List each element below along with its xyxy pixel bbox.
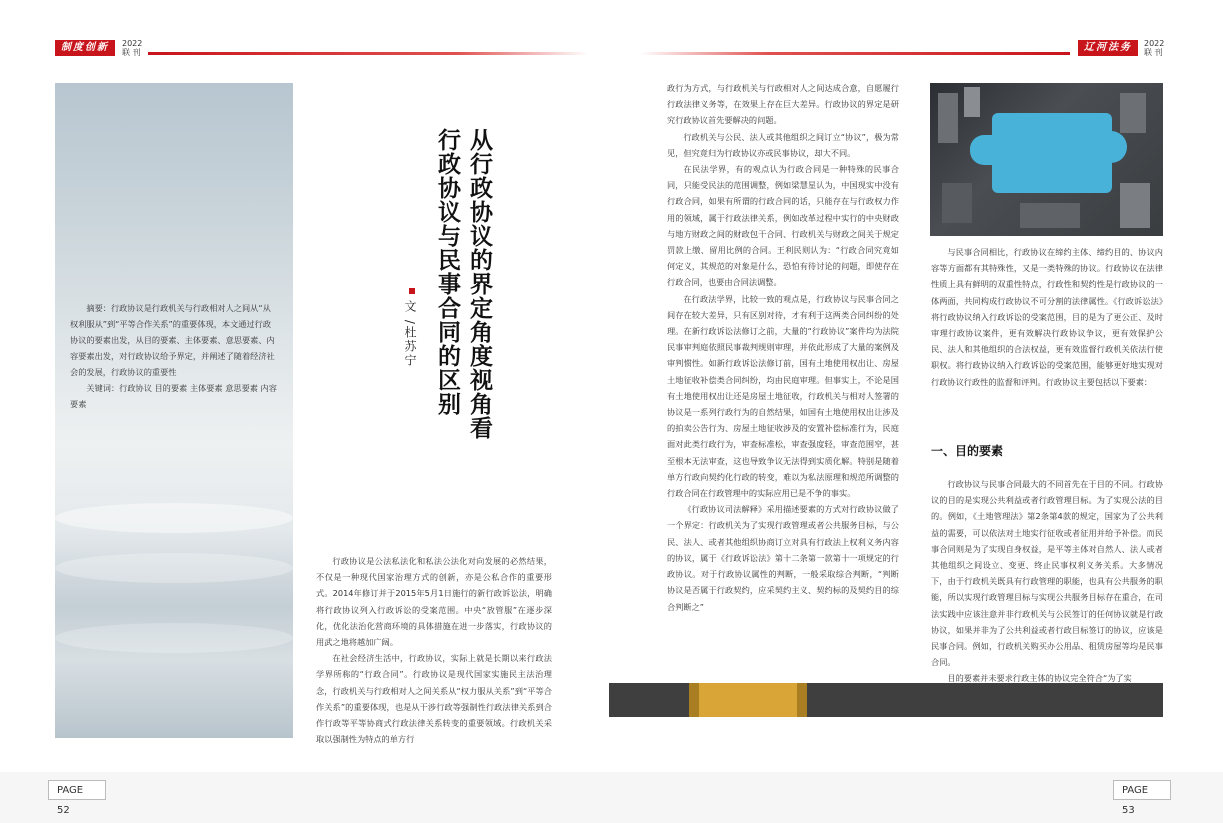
puzzle-piece-shape bbox=[970, 135, 1010, 165]
footer-strip bbox=[0, 772, 1223, 823]
left-header-issue bbox=[122, 39, 142, 57]
paragraph: 与民事合同相比，行政协议在缔约主体、缔约目的、协议内容等方面都有其特殊性，又是一类特殊的协议。行政协议在法律性质上具有鲜明的双重性特点，行政性和契约性是行政协议的一体两面，共同构成行政协议不可分割的法律属性。《行政诉讼法》将行政协议纳入行政诉讼的受案范围，目的是为了更公正、及时审理行政协议案件，更有效解决行政协议争议，更有效保护公民、法人和其他组织的合法权益，更有效监督行政机关依法行使职权。将行政协议纳入行政诉讼的受案范围，能够更好地实现对行政协议行政性的监督和评判。行政协议主要包括以下要素： bbox=[931, 247, 1163, 387]
left-body-column bbox=[316, 553, 552, 748]
building-shape bbox=[1120, 183, 1150, 228]
article-subtitle: 行政协议与民事合同的区别 bbox=[434, 128, 460, 416]
section-heading: 一、目的要素 bbox=[931, 444, 1004, 458]
paragraph: 行政机关与公民、法人或其他组织之间订立“协议”，极为常见，但究竟归为行政协议亦或民事协议，却大不同。 bbox=[667, 131, 899, 158]
gold-accent-edge bbox=[689, 683, 699, 717]
paragraph: 目的要素并未要求行政主体的协议完全符合“为了实 bbox=[947, 673, 1132, 684]
left-page-number: PAGE 52 bbox=[48, 780, 106, 800]
right-column-2-top bbox=[931, 244, 1163, 434]
left-header-badge: 制度创新 bbox=[55, 40, 115, 56]
city-puzzle-photo bbox=[930, 83, 1163, 236]
left-header-rule bbox=[148, 52, 588, 55]
paragraph: 行政协议与民事合同最大的不同首先在于目的不同。行政协议的目的是实现公共利益或者行政管理目标。为了实现公法的目的。例如，《土地管理法》第2条第4款的规定，国家为了公共利益的需要，可以依法对土地实行征收或者征用并给予补偿。而民事合同则是为了实现自身权益，是平等主体对自然人、法人或者其他组织之间设立、变更、终止民事权利义务关系。大多情况下，由于行政机关既具有行政管理的职能，也具有公共服务的职能，所以实现行政管理目标与实现公共服务目标存在重合，在司法实践中应该注意并非行政机关与公民签订的任何协议就是行政协议，如果并非为了公共利益或者行政目标签订的协议，应该是民事合同。例如，行政机关购买办公用品、租赁房屋等均是民事合同。 bbox=[931, 479, 1163, 668]
right-header-issue bbox=[1144, 39, 1164, 57]
article-title: 从行政协议的界定角度视角看 bbox=[466, 128, 492, 440]
building-shape bbox=[964, 87, 980, 117]
wave-highlight bbox=[55, 503, 293, 533]
left-header-year: 2022 bbox=[122, 39, 143, 48]
abstract-text: 摘要：行政协议是行政机关与行政相对人之间从“从权利服从”到“平等合作关系”的重要体现，本文通过行政协议的要素出发，从目的要素、主体要素、意思要素、内容要素出发，对行政协议给予界定，并阐述了随着经济社会的发展，行政协议的重要性 bbox=[70, 303, 275, 377]
keywords-text: 关键词：行政协议 目的要素 主体要素 意思要素 内容要素 bbox=[70, 383, 277, 409]
article-title-block bbox=[420, 128, 500, 518]
right-header-year: 2022 bbox=[1144, 39, 1165, 48]
paragraph: 《行政协议司法解释》采用描述要素的方式对行政协议做了一个界定：行政机关为了实现行政管理或者公共服务目标，与公民、法人、或者其他组织协商订立对具有行政法上权利义务内容的协议，属于《行政诉讼法》第十二条第一款第十一项规定的行政协议。对于行政协议属性的判断，一般采取综合判断，“判断协议是否属于行政契约，应采契约主义、契约标的及契约目的综合判断之” bbox=[667, 504, 899, 612]
decorative-bottom-bar bbox=[609, 683, 1163, 717]
gold-accent-block bbox=[689, 683, 807, 717]
right-header-badge: 辽河法务 bbox=[1078, 40, 1138, 56]
paragraph: 政行为方式，与行政机关与行政相对人之间达成合意，自愿履行行政法律义务等，在效果上存在巨大差异。行政协议的界定是研究行政协议首先要解决的问题。 bbox=[667, 83, 899, 126]
paragraph: 在社会经济生活中，行政协议，实际上就是长期以来行政法学界所称的“行政合同”。行政协议是现代国家实施民主法治理念，行政机关与行政相对人之间关系从“权力服从关系”到“平等合作关系”的重要体现，也是从干涉行政等强制性行政法律关系到合作行政等平等协商式行政法律关系转变的重要领域。行政机关采取以强制性为特点的单方行 bbox=[316, 653, 552, 745]
right-column-1 bbox=[667, 80, 899, 680]
author-block bbox=[402, 288, 422, 368]
puzzle-piece-shape bbox=[1095, 131, 1127, 163]
gold-accent-edge bbox=[797, 683, 807, 717]
building-shape bbox=[938, 93, 958, 143]
wave-highlight bbox=[55, 553, 293, 583]
building-shape bbox=[942, 183, 972, 223]
left-header-issue-label: 联 刊 bbox=[122, 48, 141, 57]
right-page-number: PAGE 53 bbox=[1113, 780, 1171, 800]
building-shape bbox=[1120, 93, 1146, 133]
puzzle-piece-shape bbox=[992, 113, 1112, 193]
wave-highlight bbox=[55, 623, 293, 653]
right-header-rule bbox=[640, 52, 1070, 55]
author-byline: 文 /杜苏宁 bbox=[403, 300, 417, 368]
building-shape bbox=[1020, 203, 1080, 228]
red-square-icon bbox=[409, 288, 415, 294]
abstract-block bbox=[70, 300, 278, 412]
right-header-issue-label: 联 刊 bbox=[1144, 48, 1163, 57]
paragraph: 在行政法学界，比较一致的观点是，行政协议与民事合同之间存在较大差异，只有区别对待，才有利于这两类合同纠纷的处理。在新行政诉讼法修订之前，大量的“行政协议”案件均为法院民事审判庭依照民事裁判规则审理，并依此形成了大量的案例及审判惯性。如新行政诉讼法修订前，国有土地使用权出让、房屋土地征收补偿类合同纠纷，均由民庭审理。但事实上，不论是国有土地使用权出让还是房屋土地征收，行政机关与相对人签署的协议是一系列行政行为的自然结果，如国有土地使用权出让涉及的拍卖公告行为、房屋土地征收涉及的安置补偿标准行为，民庭面对此类行政行为，审查标准松，审查强度轻，审查范围窄，甚至根本无法审查，这也导致争议无法得到实质化解。特别是随着单方行政向契约化行政的转变，难以为私法原理和规范所调整的行政合同在行政管理中的实际应用已是不争的事实。 bbox=[667, 293, 899, 499]
paragraph: 行政协议是公法私法化和私法公法化对向发展的必然结果，不仅是一种现代国家治理方式的创新，亦是公私合作的重要形式。2014年修订并于2015年5月1日施行的新行政诉讼法，明确将行政协议列入行政诉讼的受案范围。中央“放管服”在逐步深化，优化法治化营商环境的具体措施在进一步落实，行政协议的用武之地将越加广阔。 bbox=[316, 556, 552, 648]
paragraph: 在民法学界，有的观点认为行政合同是一种特殊的民事合同，只能受民法的范围调整，例如梁慧星认为，中国现实中没有行政合同，如果有所谓的行政合同的话，只能存在与行政权力作用的领域，属于行政法律关系，例如改革过程中实行的中央财政与地方财政之间的财政包干合同、行政机关与财政之间关于规定罚款上缴、留用比例的合同。王利民则认为：“行政合同究竟如何定义，其规范的对象是什么，恐怕有待讨论的问题，即使存在行政合同，也要由合同法调整。 bbox=[667, 164, 899, 288]
